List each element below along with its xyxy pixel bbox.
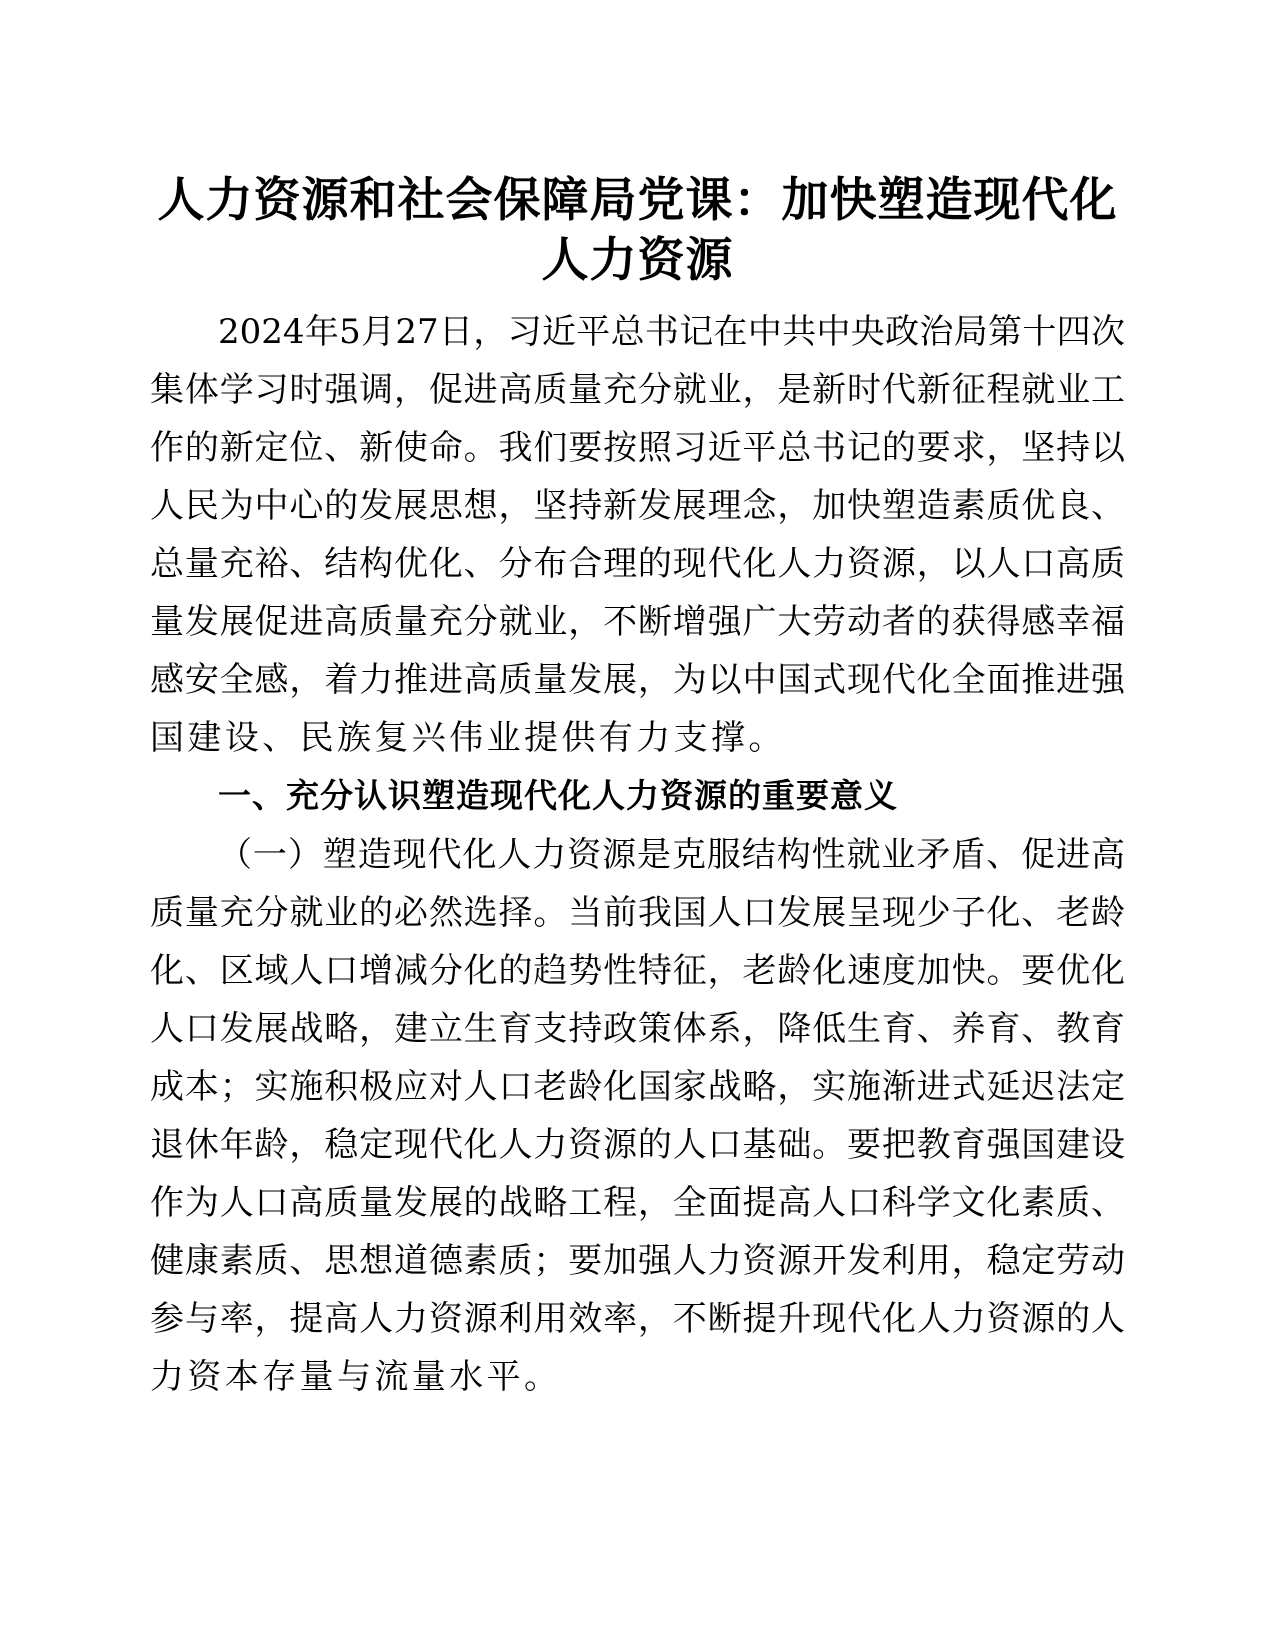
section-paragraph-line: （一）塑造现代化人力资源是克服结构性就业矛盾、促进高: [218, 835, 1125, 875]
section-paragraph-line: 作为人口高质量发展的战略工程，全面提高人口科学文化素质、: [150, 1183, 1125, 1223]
section-paragraph-line: 化、区域人口增减分化的趋势性特征，老龄化速度加快。要优化: [150, 951, 1125, 991]
intro-paragraph-line: 总量充裕、结构优化、分布合理的现代化人力资源，以人口高质: [150, 544, 1125, 584]
section-paragraph-line: 质量充分就业的必然选择。当前我国人口发展呈现少子化、老龄: [150, 893, 1125, 933]
intro-paragraph-line: 2024年5月27日，习近平总书记在中共中央政治局第十四次: [218, 312, 1125, 352]
intro-paragraph-line: 感安全感，着力推进高质量发展，为以中国式现代化全面推进强: [150, 660, 1125, 700]
section-paragraph-line: 退休年龄，稳定现代化人力资源的人口基础。要把教育强国建设: [150, 1125, 1125, 1165]
intro-paragraph-line: 国建设、民族复兴伟业提供有力支撑。: [150, 718, 786, 758]
intro-paragraph-line: 作的新定位、新使命。我们要按照习近平总书记的要求，坚持以: [150, 428, 1125, 468]
section-paragraph-line: 力资本存量与流量水平。: [150, 1357, 562, 1397]
document-title-line-2: 人力资源: [541, 233, 734, 288]
section-paragraph-line: 参与率，提高人力资源利用效率，不断提升现代化人力资源的人: [150, 1299, 1125, 1339]
section-paragraph-line: 人口发展战略，建立生育支持政策体系，降低生育、养育、教育: [150, 1009, 1125, 1049]
intro-paragraph-line: 量发展促进高质量充分就业，不断增强广大劳动者的获得感幸福: [150, 602, 1125, 642]
section-paragraph-line: 健康素质、思想道德素质；要加强人力资源开发利用，稳定劳动: [150, 1241, 1125, 1281]
intro-paragraph-line: 集体学习时强调，促进高质量充分就业，是新时代新征程就业工: [150, 370, 1125, 410]
section-heading: 一、充分认识塑造现代化人力资源的重要意义: [218, 776, 898, 815]
section-paragraph-line: 成本；实施积极应对人口老龄化国家战略，实施渐进式延迟法定: [150, 1067, 1125, 1107]
document-title-line-1: 人力资源和社会保障局党课：加快塑造现代化: [157, 173, 1118, 228]
intro-paragraph-line: 人民为中心的发展思想，坚持新发展理念，加快塑造素质优良、: [150, 486, 1125, 526]
